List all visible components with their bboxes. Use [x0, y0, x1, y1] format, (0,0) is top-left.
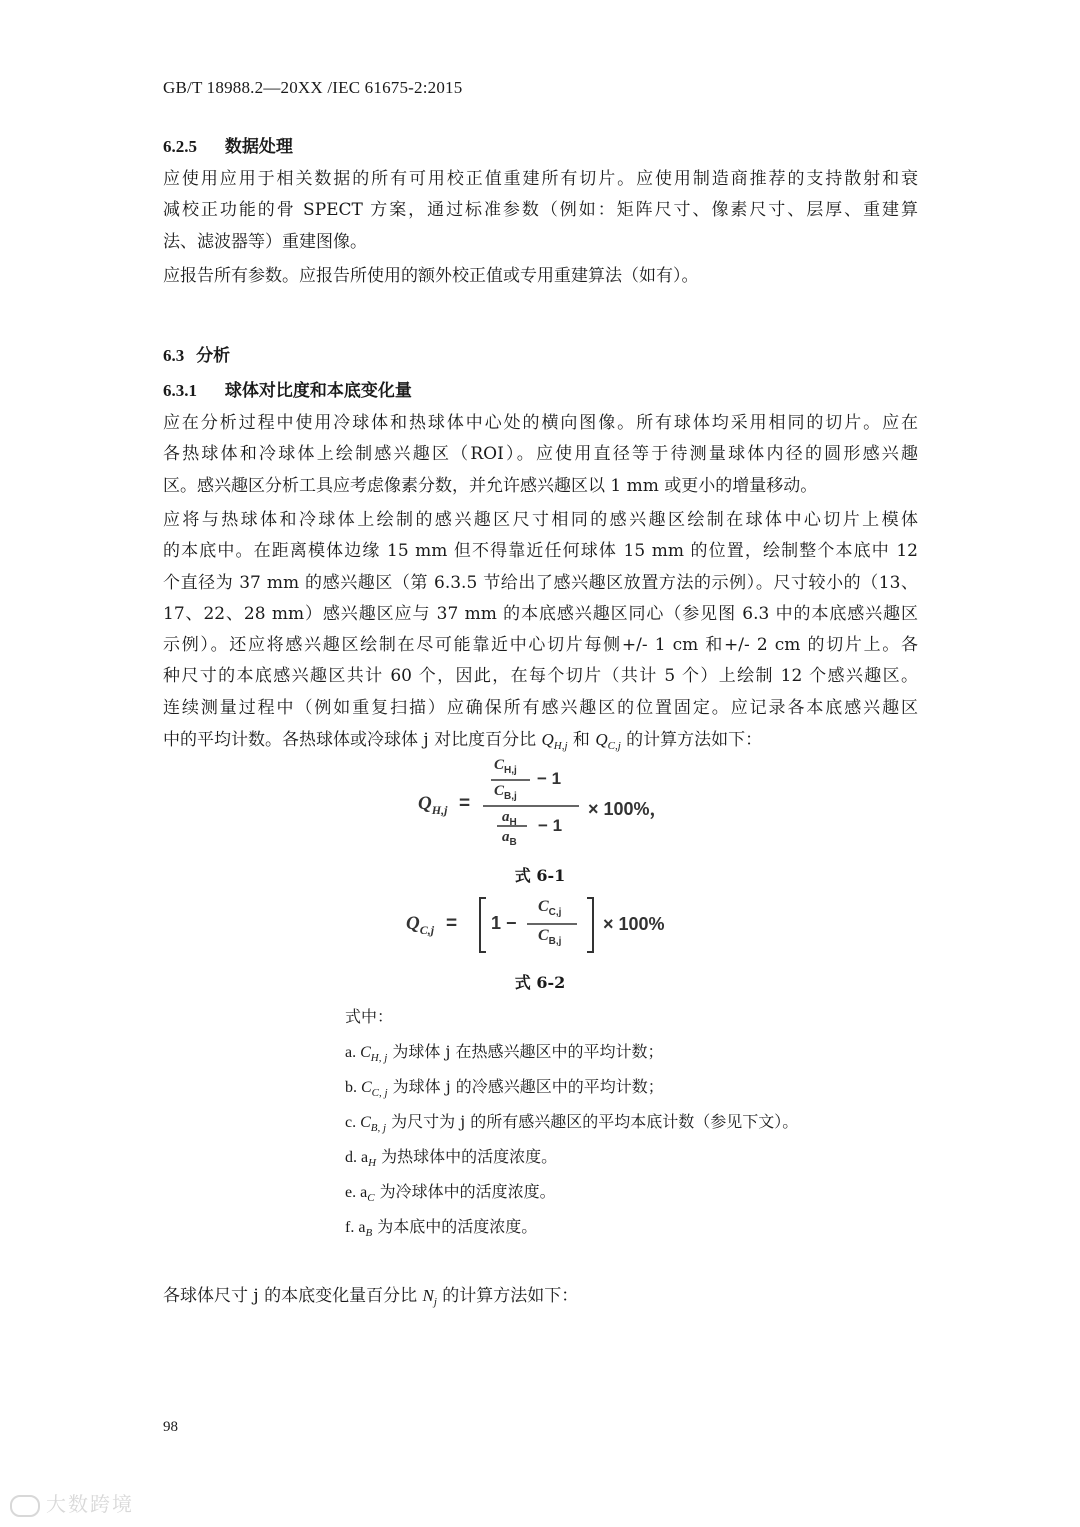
times-100-percent: × 100% — [603, 914, 665, 934]
text-line: 应使用应用于相关数据的所有可用校正值重建所有切片。应使用制造商推荐的支持散射和衰 — [163, 169, 918, 189]
item-text: 为热球体中的活度浓度。 — [376, 1147, 558, 1166]
watermark — [10, 1488, 134, 1517]
text-line: 应在分析过程中使用冷球体和热球体中心处的横向图像。所有球体均采用相同的切片。应在 — [163, 413, 918, 433]
text-line: 种尺寸的本底感兴趣区共计 60 个，因此，在每个切片（共计 5 个）上绘制 12 个感兴趣区。 — [163, 666, 918, 687]
legend-intro: 式中： — [345, 1007, 394, 1026]
item-subscript: C, j — [371, 1087, 388, 1100]
legend-item — [345, 1179, 798, 1214]
section-number: 6.3.1 — [163, 381, 197, 400]
legend-item — [345, 1144, 798, 1179]
paragraph-background-roi — [163, 505, 918, 755]
text-line: 连续测量过程中（例如重复扫描）应确保所有感兴趣区的位置固定。应记录各本底感兴趣区 — [163, 697, 918, 718]
section-title: 数据处理 — [224, 137, 293, 157]
paragraph-report-parameters — [163, 261, 918, 292]
section-title: 分析 — [196, 346, 231, 366]
paragraph-roi-drawing — [163, 408, 918, 502]
item-prefix: a. — [345, 1044, 361, 1061]
symbol-q: Q — [418, 793, 432, 814]
text-fragment: 和 — [567, 730, 596, 751]
item-symbol: C — [361, 1079, 372, 1096]
item-prefix: d. — [345, 1149, 361, 1166]
symbol-c: C — [494, 757, 505, 773]
legend-list — [345, 1004, 798, 1249]
symbol-c: C — [538, 898, 549, 915]
symbol-c: C — [494, 783, 505, 799]
symbol-subscript: H,j — [431, 802, 448, 817]
legend-item — [345, 1214, 798, 1249]
item-text: 为球体 j 的冷感兴趣区中的平均计数； — [387, 1077, 664, 1096]
text-line: 法、滤波器等）重建图像。 — [163, 231, 367, 252]
legend-item — [345, 1109, 798, 1144]
item-text: 为本底中的活度浓度。 — [372, 1217, 538, 1236]
item-prefix: c. — [345, 1114, 361, 1131]
item-subscript: B, j — [370, 1122, 387, 1135]
page-number: 98 — [163, 1419, 178, 1435]
item-subscript: H — [368, 1157, 377, 1170]
standard-id-header: GB/T 18988.2—20XX /IEC 61675-2:2015 — [163, 78, 463, 97]
paragraph-background-variability — [163, 1281, 578, 1308]
equation-label-6-2: 式 6-2 — [514, 973, 566, 992]
item-symbol: C — [360, 1114, 371, 1131]
times-100-percent: × 100%， — [588, 799, 668, 819]
text-fragment: 中的平均计数。各热球体或冷球体 j 对比度百分比 — [163, 730, 542, 751]
symbol-n: N — [422, 1286, 434, 1305]
item-subscript: B — [365, 1227, 373, 1240]
section-title: 球体对比度和本底变化量 — [224, 381, 412, 401]
item-text: 为球体 j 在热感兴趣区中的平均计数； — [387, 1042, 664, 1061]
symbol-c: C — [538, 927, 549, 944]
minus-one: − 1 — [537, 769, 562, 788]
equation-6-2: $Q_{C,j}$ = 1 − $C_{C,j}$ $C_{B,j}$ × 100% — [0, 895, 1080, 957]
symbol-subscript: H,j — [553, 740, 568, 753]
text-line: 区。感兴趣区分析工具应考虑像素分数，并允许感兴趣区以 1 mm 或更小的增量移动。 — [163, 475, 818, 496]
text-fragment: 的计算方法如下： — [620, 730, 763, 751]
item-prefix: e. — [345, 1184, 361, 1201]
symbol-subscript: j — [433, 1296, 437, 1309]
section-heading-6-3-1 — [163, 376, 412, 401]
item-prefix: b. — [345, 1079, 361, 1096]
text-line-with-symbols — [163, 724, 918, 755]
text-fragment: 各球体尺寸 j 的本底变化量百分比 — [163, 1286, 423, 1306]
section-number: 6.3 — [163, 346, 185, 365]
item-text: 为冷球体中的活度浓度。 — [374, 1182, 556, 1201]
symbol-q: Q — [406, 913, 420, 934]
symbol-q: Q — [595, 730, 608, 750]
equals-sign: = — [459, 793, 471, 814]
symbol-a: a — [502, 809, 510, 825]
legend-item — [345, 1039, 798, 1074]
item-text: 为尺寸为 j 的所有感兴趣区的平均本底计数（参见下文）。 — [386, 1112, 799, 1131]
text-line: 个直径为 37 mm 的感兴趣区（第 6.3.5 节给出了感兴趣区放置方法的示例）。尺寸较小的（13、 — [163, 572, 918, 593]
text-line: 应将与热球体和冷球体上绘制的感兴趣区尺寸相同的感兴趣区绘制在球体中心切片上模体 — [163, 510, 918, 530]
text-line: 减校正功能的骨 SPECT 方案，通过标准参数（例如：矩阵尺寸、像素尺寸、层厚、重建算 — [163, 200, 918, 221]
text-line: 各热球体和冷球体上绘制感兴趣区（ROI）。应使用直径等于待测量球体内径的圆形感兴趣 — [163, 444, 918, 465]
item-symbol: a — [358, 1219, 366, 1236]
section-number: 6.2.5 — [163, 137, 197, 156]
item-subscript: H, j — [370, 1052, 388, 1065]
minus-one: − 1 — [538, 816, 563, 835]
symbol-subscript: C,j — [607, 740, 621, 753]
text-line: 的本底中。在距离模体边缘 15 mm 但不得靠近任何球体 15 mm 的位置，绘制整个本底中 12 — [163, 541, 918, 562]
symbol-subscript: C,j — [419, 922, 435, 937]
legend-item — [345, 1074, 798, 1109]
one-minus: 1 − — [491, 913, 517, 933]
watermark-text: 大数跨境 — [46, 1492, 134, 1516]
text-line: 应报告所有参数。应报告所使用的额外校正值或专用重建算法（如有）。 — [163, 266, 699, 286]
text-fragment: 的计算方法如下： — [436, 1286, 579, 1306]
equals-sign: = — [446, 913, 458, 934]
item-symbol: C — [360, 1044, 371, 1061]
item-subscript: C — [367, 1192, 375, 1205]
text-line: 示例）。还应将感兴趣区绘制在尽可能靠近中心切片每侧+/- 1 cm 和+/- 2 cm 的切片上。各 — [163, 635, 918, 656]
equation-6-1: $Q_{H,j}$ = $C_{H,j}$ $C_{B,j}$ − 1 $a_H$ $a_B$ − 1 × 100%， — [418, 757, 668, 848]
text-line: 17、22、28 mm）感兴趣区应与 37 mm 的本底感兴趣区同心（参见图 6.3 中的本底感兴趣区 — [163, 603, 918, 624]
item-symbol: a — [361, 1149, 369, 1166]
section-heading-6-2-5 — [163, 132, 293, 157]
paragraph-data-processing — [163, 164, 918, 258]
symbol-q: Q — [541, 730, 554, 750]
item-symbol: a — [360, 1184, 368, 1201]
item-prefix: f. — [345, 1219, 359, 1236]
symbol-a: a — [502, 829, 510, 845]
watermark-logo-icon — [10, 1495, 40, 1517]
section-heading-6-3 — [163, 341, 230, 366]
equation-label-6-1: 式 6-1 — [514, 866, 566, 885]
